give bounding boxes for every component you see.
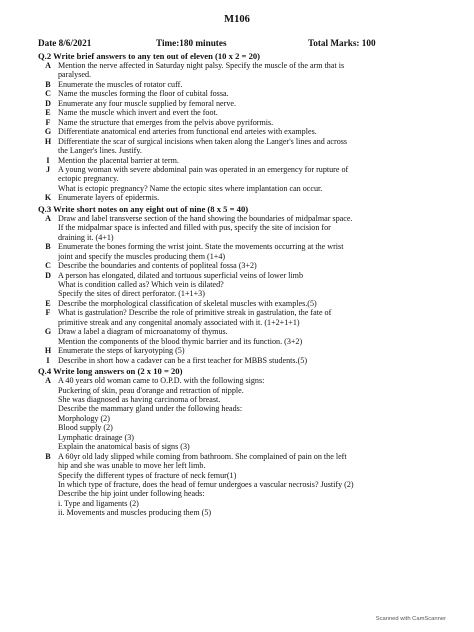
- question-letter: E: [45, 108, 51, 118]
- question-line: Enumerate layers of epidermis.: [58, 193, 160, 203]
- section-title: Q.4 Write long answers on (2 x 10 = 20): [38, 366, 183, 377]
- question-line: ectopic pregnancy.: [58, 174, 119, 184]
- question-line: Name the muscles forming the floor of cubital fossa.: [58, 89, 229, 99]
- question-text: [58, 137, 448, 156]
- question-line: Enumerate any four muscle supplied by femoral nerve.: [58, 98, 236, 108]
- question-item: [38, 261, 448, 270]
- question-text: [58, 346, 448, 355]
- question-letter: K: [44, 193, 52, 203]
- question-text: [58, 308, 448, 327]
- question-item: [38, 61, 448, 80]
- question-line: the Langer's lines. Justify.: [58, 146, 142, 156]
- question-letter: I: [46, 355, 50, 365]
- question-text: [58, 80, 448, 89]
- question-item: [38, 271, 448, 299]
- question-letter: I: [46, 155, 50, 165]
- section-title: Q.3 Write short notes on any eight out of nine (8 x 5 = 40): [38, 203, 249, 214]
- question-letter: B: [45, 79, 51, 89]
- question-item: [38, 80, 448, 89]
- question-letter: D: [45, 98, 51, 108]
- question-line: A young woman with severe abdominal pain was operated in an emergency for rupture of: [58, 164, 349, 174]
- question-line: A 60yr old lady slipped while coming from bathroom. She complained of pain on the left: [58, 451, 347, 461]
- section-title: Q.2 Write brief answers to any ten out of eleven (10 x 2 = 20): [38, 51, 261, 61]
- question-text: [58, 108, 448, 117]
- question-letter: A: [45, 213, 51, 223]
- question-line: If the midpalmar space is infected and filled with pus, specify the site of incision for: [58, 223, 331, 233]
- question-line: paralysed.: [58, 70, 92, 80]
- question-text: [58, 89, 448, 98]
- question-item: [38, 242, 448, 261]
- question-line: Describe the boundaries and contents of popliteal fossa (3+2): [58, 261, 257, 271]
- question-line: Explain the anatomical basis of signs (3): [58, 442, 190, 452]
- question-item: [38, 376, 448, 452]
- question-line: Mention the placental barrier at term.: [58, 155, 179, 165]
- question-letter: E: [45, 298, 51, 308]
- scanner-watermark: Scanned with CamScanner: [375, 616, 446, 622]
- question-item: [38, 356, 448, 365]
- question-item: [38, 214, 448, 242]
- question-text: [58, 127, 448, 136]
- question-line: Enumerate the muscles of rotator cuff.: [58, 79, 183, 89]
- question-item: [38, 127, 448, 136]
- question-letter: D: [45, 270, 51, 280]
- question-line: Name the muscle which invert and evert the foot.: [58, 108, 218, 118]
- question-line: primitive streak and any congenital anomaly associated with it. (1+2+1+1): [58, 317, 300, 327]
- question-letter: F: [45, 117, 51, 127]
- question-letter: C: [45, 89, 51, 99]
- question-text: [58, 99, 448, 108]
- question-line: ii. Movements and muscles producing them (5): [58, 508, 212, 518]
- paper-code: M106: [224, 14, 250, 25]
- total-marks: Total Marks: 100: [308, 38, 376, 48]
- question-text: [58, 118, 448, 127]
- question-text: [58, 299, 448, 308]
- question-line: Lymphatic drainage (3): [58, 432, 134, 442]
- question-item: [38, 137, 448, 156]
- question-line: hip and she was unable to move her left limb.: [58, 461, 206, 471]
- question-line: Draw a label a diagram of microanatomy of thymus.: [58, 327, 228, 337]
- question-line: Morphology (2): [58, 413, 110, 423]
- question-line: What is ectopic pregnancy? Name the ectopic sites where implantation can occur.: [58, 183, 323, 193]
- question-list: [38, 50, 448, 518]
- exam-time: Time:180 minutes: [156, 38, 227, 48]
- question-letter: G: [44, 127, 52, 137]
- question-item: [38, 156, 448, 165]
- question-letter: C: [45, 261, 51, 271]
- question-item: [38, 165, 448, 193]
- question-letter: A: [45, 376, 51, 386]
- question-letter: A: [45, 61, 51, 70]
- question-line: Describe in short how a cadaver can be a first teacher for MBBS students.(5): [58, 355, 308, 365]
- exam-date: Date 8/6/2021: [38, 38, 92, 48]
- question-item: [38, 327, 448, 346]
- question-letter: B: [45, 451, 51, 461]
- question-line: Draw and label transverse section of the hand showing the boundaries of midpalmar space.: [58, 213, 353, 223]
- question-letter: B: [45, 242, 51, 252]
- question-text: [58, 165, 448, 193]
- question-item: [38, 308, 448, 327]
- question-line: She was diagnosed as having carcinoma of breast.: [58, 394, 221, 404]
- question-line: A 40 years old woman came to O.P.D. with the following signs:: [58, 376, 265, 386]
- question-line: Specify the different types of fracture of neck femur(1): [58, 470, 237, 480]
- question-line: What is gastrulation? Describe the role of primitive streak in gastrulation, the fate of: [58, 308, 332, 318]
- question-line: Enumerate the steps of karyotyping (5): [58, 346, 185, 356]
- question-line: Specify the sites of direct perforator. (1+1+3): [58, 289, 205, 299]
- question-letter: G: [44, 327, 52, 337]
- question-line: Differentiate the scar of surgical incisions when taken along the Langer's lines and across: [58, 136, 348, 146]
- question-line: In which type of fracture, does the head of femur undergoes a vascular necrosis? Justify (2): [58, 480, 354, 490]
- question-line: Describe the mammary gland under the following heads:: [58, 404, 243, 414]
- question-letter: H: [44, 346, 52, 356]
- question-text: [58, 261, 448, 270]
- question-line: draining it. (4+1): [58, 232, 114, 242]
- question-text: [58, 327, 448, 346]
- question-line: Blood supply (2): [58, 423, 113, 433]
- question-text: [58, 452, 448, 518]
- question-line: Puckering of skin, peau d'orange and retraction of nipple.: [58, 385, 244, 395]
- question-item: [38, 452, 448, 518]
- question-item: [38, 118, 448, 127]
- question-line: Mention the components of the blood thymic barrier and its function. (3+2): [58, 336, 303, 346]
- question-text: [58, 61, 448, 80]
- question-line: Differentiate anatomical end arteries from functional end arteies with examples.: [58, 127, 317, 137]
- question-line: What is condition called as? Which vein is dilated?: [58, 279, 224, 289]
- question-line: Describe the hip joint under following heads:: [58, 489, 205, 499]
- question-line: Name the structure that emerges from the pelvis above pyriformis.: [58, 117, 274, 127]
- question-text: [58, 156, 448, 165]
- question-letter: J: [45, 164, 51, 174]
- question-line: A person has elongated, dilated and tortuous superficial veins of lower limb: [58, 270, 304, 280]
- question-item: [38, 89, 448, 98]
- question-text: [58, 356, 448, 365]
- question-line: Enumerate the bones forming the wrist joint. State the movements occurring at the wrist: [58, 242, 344, 252]
- question-item: [38, 99, 448, 108]
- question-text: [58, 242, 448, 261]
- question-item: [38, 346, 448, 355]
- question-line: Describe the morphological classification of skeletal muscles with examples.(5): [58, 298, 317, 308]
- question-line: joint and specify the muscles producing them (1+4): [58, 251, 226, 261]
- question-item: [38, 108, 448, 117]
- question-text: [58, 271, 448, 299]
- question-text: [58, 376, 448, 452]
- question-item: [38, 299, 448, 308]
- question-letter: H: [44, 136, 52, 146]
- question-item: [38, 193, 448, 202]
- question-letter: F: [45, 308, 51, 318]
- question-line: Mention the nerve affected in Saturday night palsy. Specify the muscle of the arm that is: [58, 61, 345, 70]
- question-text: [58, 214, 448, 242]
- question-text: [58, 193, 448, 202]
- question-line: i. Type and ligaments (2): [58, 498, 139, 508]
